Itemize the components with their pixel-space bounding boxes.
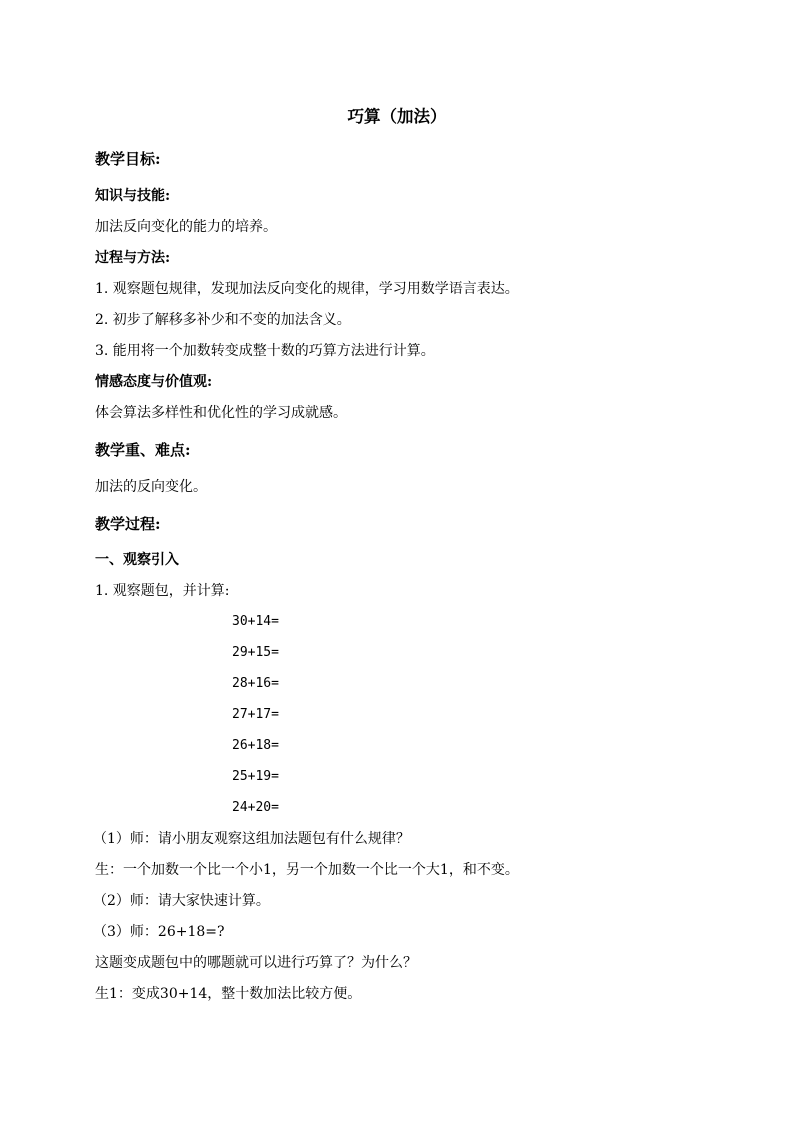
teaching-process-heading: 教学过程:: [95, 515, 161, 533]
objectives-heading: 教学目标:: [95, 150, 161, 168]
knowledge-heading: 知识与技能:: [95, 188, 171, 204]
process-item-1: 1. 观察题包规律，发现加法反向变化的规律，学习用数学语言表达。: [95, 281, 519, 297]
equation-2: 29+15=: [232, 645, 279, 660]
equation-6: 25+19=: [232, 769, 279, 784]
key-points-heading: 教学重、难点:: [95, 441, 191, 459]
emotion-text: 体会算法多样性和优化性的学习成就感。: [95, 405, 347, 421]
dialogue-line-6: 生1：变成30+14，整十数加法比较方便。: [95, 986, 362, 1002]
knowledge-text: 加法反向变化的能力的培养。: [95, 219, 277, 235]
emotion-heading: 情感态度与价值观:: [95, 374, 213, 390]
process-item-3: 3. 能用将一个加数转变成整十数的巧算方法进行计算。: [95, 343, 435, 359]
key-points-text: 加法的反向变化。: [95, 479, 207, 495]
dialogue-line-3: （2）师：请大家快速计算。: [93, 893, 270, 909]
document-title: 巧算（加法）: [347, 107, 447, 126]
process-item-2: 2. 初步了解移多补少和不变的加法含义。: [95, 312, 351, 328]
equation-4: 27+17=: [232, 707, 279, 722]
dialogue-line-1: （1）师：请小朋友观察这组加法题包有什么规律？: [93, 831, 410, 847]
dialogue-line-2: 生：一个加数一个比一个小1，另一个加数一个比一个大1，和不变。: [95, 862, 519, 878]
equation-3: 28+16=: [232, 676, 279, 691]
equation-1: 30+14=: [232, 614, 279, 629]
section1-heading: 一、观察引入: [95, 552, 179, 568]
process-heading: 过程与方法:: [95, 250, 171, 266]
dialogue-line-5: 这题变成题包中的哪题就可以进行巧算了？为什么？: [95, 955, 417, 971]
equation-7: 24+20=: [232, 800, 279, 815]
equation-5: 26+18=: [232, 738, 279, 753]
dialogue-line-4: （3）师：26+18=?: [93, 924, 225, 940]
step1-text: 1. 观察题包，并计算:: [95, 583, 230, 599]
